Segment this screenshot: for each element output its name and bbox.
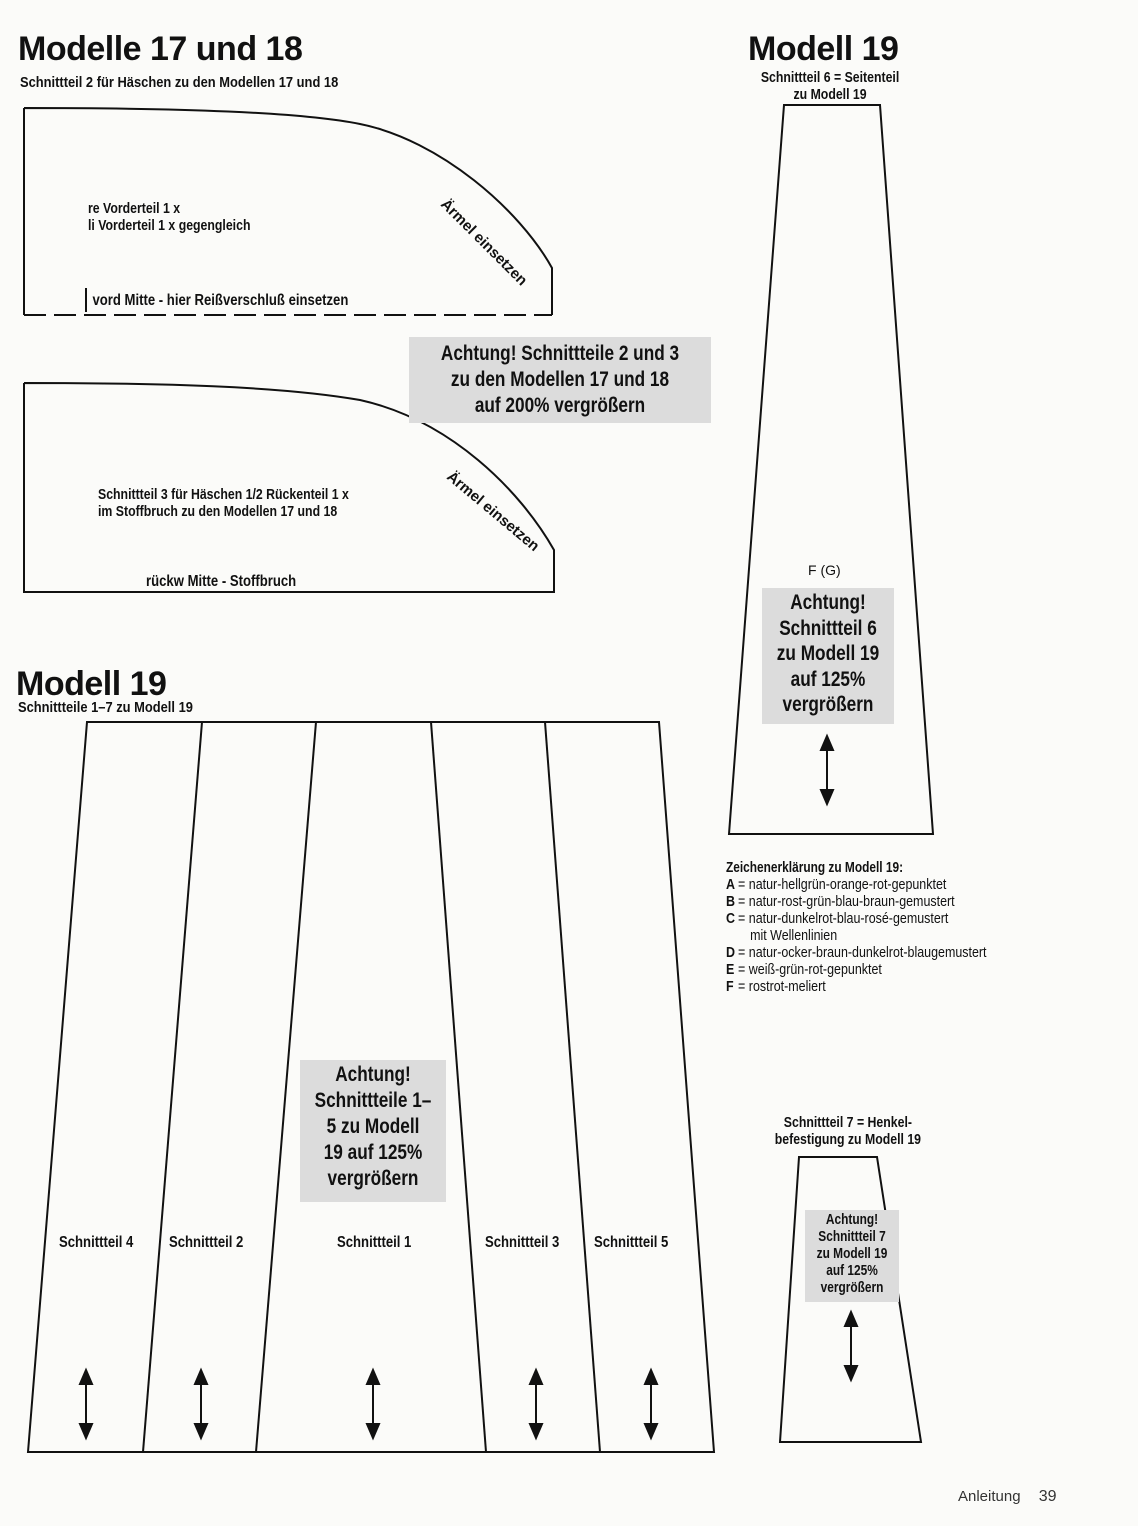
- grain-arrow-strip1: [367, 1370, 379, 1438]
- piece7-note-box: [805, 1210, 899, 1302]
- piece6-note-line5: vergrößern: [782, 693, 874, 716]
- section-b-title: Modell 19: [748, 30, 899, 68]
- piece3-line1: Schnittteil 3 für Häschen 1/2 Rückenteil 1 x: [98, 486, 349, 503]
- piece7-caption-line1: Schnittteil 7 = Henkel-: [783, 1114, 912, 1131]
- piece6-note-line2: Schnittteil 6: [779, 616, 877, 640]
- note-200-line2: zu den Modellen 17 und 18: [450, 368, 670, 391]
- grain-arrow-piece7: [845, 1312, 857, 1380]
- piece7-note-line5: vergrößern: [820, 1280, 884, 1296]
- piece7-note-line2: Schnittteil 7: [818, 1229, 886, 1245]
- piece6-note-line3: zu Modell 19: [776, 642, 880, 665]
- section-a-title: Modelle 17 und 18: [18, 30, 303, 68]
- strip-label-3: Schnittteil 3: [485, 1234, 560, 1251]
- legend-item-e: E = weiß-grün-rot-gepunktet: [726, 962, 882, 978]
- piece2-curve-label: Ärmel einsetzen: [437, 195, 531, 290]
- strips-note-line4: 19 auf 125%: [323, 1141, 423, 1164]
- strips-note-line3: 5 zu Modell: [326, 1115, 420, 1138]
- legend-title: Zeichenerklärung zu Modell 19:: [726, 860, 904, 876]
- piece7-caption: [770, 1114, 926, 1148]
- piece7-note-line4: auf 125%: [826, 1263, 878, 1279]
- piece6-note-line1: Achtung!: [790, 591, 866, 614]
- grain-arrow-strip4: [80, 1370, 92, 1438]
- strips-note-box: [300, 1060, 446, 1202]
- section-b-subtitle-line1: Schnittteil 6 = Seitenteil: [760, 69, 900, 86]
- note-200-line1: Achtung! Schnittteile 2 und 3: [440, 342, 680, 365]
- piece2-text: [88, 200, 250, 234]
- section-b-subtitle: [746, 69, 914, 103]
- strips-note-line1: Achtung!: [335, 1063, 411, 1086]
- strip-label-2: Schnittteil 2: [169, 1234, 244, 1251]
- section-c-subtitle: Schnittteile 1–7 zu Modell 19: [18, 699, 193, 716]
- grain-arrow-strip3: [530, 1370, 542, 1438]
- legend-item-b: B = natur-rost-grün-blau-braun-gemustert: [726, 894, 955, 910]
- strip-divider-4: [545, 722, 600, 1452]
- piece3-curve-label: Ärmel einsetzen: [443, 468, 543, 556]
- strip-label-1: Schnittteil 1: [337, 1234, 412, 1251]
- strip-label-5: Schnittteil 5: [594, 1234, 669, 1251]
- strips-note-line5: vergrößern: [327, 1167, 419, 1190]
- legend-item-c-cont: mit Wellenlinien: [750, 928, 838, 944]
- grain-arrow-piece6: [821, 736, 833, 804]
- section-a-subtitle: Schnittteil 2 für Häschen zu den Modellen 17 und 18: [20, 74, 339, 91]
- piece6-outline: [729, 105, 933, 834]
- piece3-text: [98, 486, 349, 520]
- legend-item-d: D = natur-ocker-braun-dunkelrot-blaugemustert: [726, 945, 987, 961]
- footer: [958, 1488, 1057, 1506]
- piece2-line1: re Vorderteil 1 x: [88, 200, 181, 217]
- note-200-box: [409, 337, 711, 423]
- piece3-line2: im Stoffbruch zu den Modellen 17 und 18: [98, 503, 338, 520]
- piece7-note-line3: zu Modell 19: [816, 1246, 888, 1262]
- page-number: 39: [1038, 1488, 1057, 1505]
- legend-item-f: F = rostrot-meliert: [726, 979, 826, 995]
- grain-arrow-strip5: [645, 1370, 657, 1438]
- piece7-caption-line2: befestigung zu Modell 19: [774, 1131, 922, 1148]
- grain-arrow-strip2: [195, 1370, 207, 1438]
- strips-note-line2: Schnittteile 1–: [314, 1089, 432, 1112]
- legend-item-a: A = natur-hellgrün-orange-rot-gepunktet: [726, 877, 947, 893]
- legend-item-c: C = natur-dunkelrot-blau-rosé-gemustert: [726, 911, 949, 927]
- section-b-subtitle-line2: zu Modell 19: [793, 86, 867, 103]
- legend: [726, 860, 1029, 996]
- piece6-label: F (G): [808, 562, 841, 578]
- strip-label-4: Schnittteil 4: [59, 1234, 134, 1251]
- piece6-note-box: [762, 588, 894, 724]
- strip-divider-1: [143, 722, 202, 1452]
- piece2-bottom-label: vord Mitte - hier Reißverschluß einsetzen: [90, 292, 351, 310]
- piece2-line2: li Vorderteil 1 x gegengleich: [88, 217, 251, 234]
- piece7-note-line1: Achtung!: [825, 1212, 879, 1228]
- piece6-note-line4: auf 125%: [790, 667, 866, 691]
- footer-section: Anleitung: [958, 1488, 1021, 1505]
- note-200-line3: auf 200% vergrößern: [474, 394, 646, 417]
- piece3-bottom-label: rückw Mitte - Stoffbruch: [146, 573, 297, 590]
- section-c-title: Modell 19: [16, 665, 167, 703]
